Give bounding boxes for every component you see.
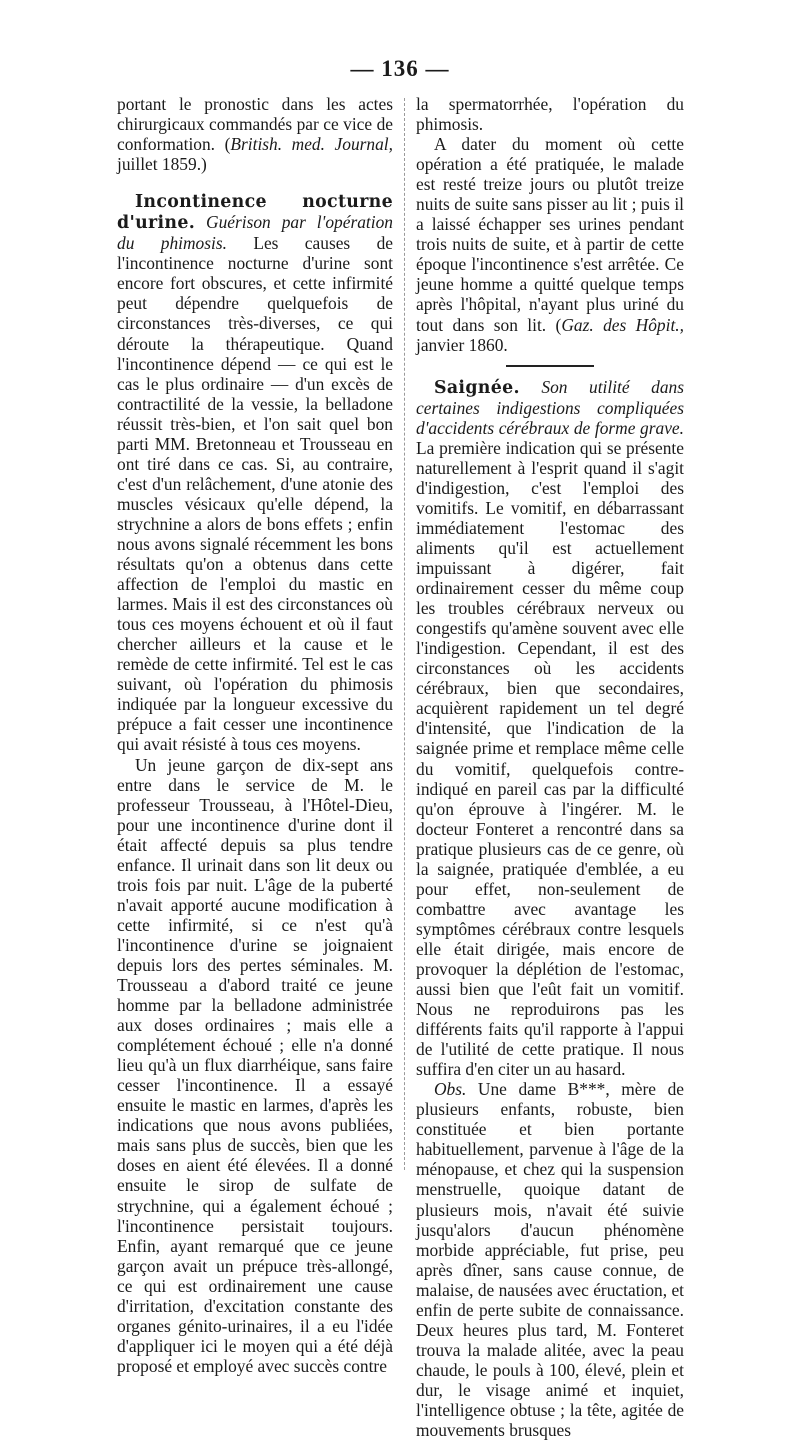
section-saignee <box>416 377 684 1080</box>
right-paragraph-2 <box>416 134 684 355</box>
left-paragraph-1-source: British. med. Journal, <box>230 134 393 155</box>
column-divider <box>404 98 405 1170</box>
left-paragraph-1 <box>117 94 393 174</box>
section-incontinence <box>117 191 393 754</box>
left-paragraph-3: Un jeune garçon de dix-sept ans entre dans le service de M. le professeur Trousseau, à l'Hôtel-Dieu, pour une incontinence d'urine dont il était affecté depuis sa plus tendre enfance. Il urinait dans son lit deux ou trois fois par nuit. L'âge de la puberté n'avait apporté aucune modification à cette infirmité, si ce n'est qu'à l'incontinence d'urine se joignaient depuis lors des pertes séminales. M. Trousseau a d'abord traité ce jeune homme par la belladone administrée aux doses ordinaires ; mais elle a complétement échoué ; elle n'a donné lieu qu'à un flux diarrhéique, sans faire cesser l'incontinence. Il a essayé ensuite le mastic en larmes, d'après les indications que nous avons publiées, mais sans plus de succès, bien que les doses en aient été élevées. Il a donné ensuite le sirop de sulfate de strychnine, qui a également échoué ; l'incontinence persistait toujours. Enfin, ayant remarqué que ce jeune garçon avait un prépuce très-allongé, ce qui est ordinairement une cause d'irritation, d'excitation constante des organes génito-urinaires, il a eu l'idée d'appliquer ici le moyen qui a été déjà proposé et employé avec succès contre <box>117 754 393 1376</box>
right-paragraph-1: la spermatorrhée, l'opération du phimosis. <box>416 94 684 135</box>
section-saignee-body: La première indication qui se présente naturellement à l'esprit quand il s'agit d'indigestion, c'est l'emploi des vomitifs. Le vomitif, en débarrassant immédiatement l'estomac des aliments qu'il est actuellement impuissant à digérer, fait ordinairement cesser du même coup les troubles cérébraux nerveux ou congestifs qu'amène souvent avec elle l'indigestion. Cependant, il est des circonstances où les accidents cérébraux, bien que secondaires, acquièrent rapidement un tel degré d'intensité, que l'indication de la saignée prime et remplace même celle du vomitif, quelquefois contre-indiqué en pareil cas par la difficulté qu'on éprouve à l'ingérer. M. le docteur Fonteret a rencontré dans sa pratique plusieurs cas de ce genre, où la saignée, pratiquée d'emblée, a eu pour effet, non-seulement de combattre avec avantage les symptômes cérébraux contre lesquels elle était dirigée, mais encore de provoquer la déplétion de l'estomac, aussi bien que l'eût fait un vomitif. Nous ne reproduirons pas les différents faits qu'il rapporte à l'appui de l'utilité de cette pratique. Il nous suffira d'en citer un au hasard. <box>416 437 684 1080</box>
section-saignee-heading-text: Saignée. <box>434 377 520 398</box>
section-separator-rule <box>506 365 594 367</box>
page-number: — 136 — <box>350 56 450 81</box>
observation-label: Obs. <box>434 1079 467 1100</box>
left-paragraph-1-text: portant le pronostic dans les actes chirurgicaux commandés par ce vice de conformation. ( <box>117 94 393 155</box>
right-paragraph-2-source: Gaz. des Hôpit., <box>561 314 684 335</box>
right-column <box>416 94 684 1440</box>
section-saignee-subtitle: Son utilité dans certaines indigestions compliquées d'accidents cérébraux de forme grave. <box>416 376 684 438</box>
section-incontinence-heading-text: Incontinence nocturne d'urine. <box>117 192 393 234</box>
observation-text: Une dame B***, mère de plusieurs enfants, robuste, bien constituée et bien portante habituellement, parvenue à l'âge de la ménopause, et chez qui la suspension menstruelle, quoique datant de plusieurs mois, n'avait été suivie jusqu'alors d'aucun phénomène morbide appréciable, fut prise, peu après dîner, sans cause connue, de malaise, de nausées avec éructation, et enfin de perte subite de connaissance. Deux heures plus tard, M. Fonteret trouva la malade alitée, avec la peau chaude, le pouls à 100, élevé, plein et dur, le visage animé et inquiet, l'intelligence obtuse ; la tête, agitée de mouvements brusques <box>416 1079 684 1440</box>
right-paragraph-2-text: A dater du moment où cette opération a été pratiquée, le malade est resté treize jours ou plutôt treize nuits de suite sans pisser au lit ; puis il a laissé échapper ses urines pendant trois nuits de suite, et à partir de cette époque l'incontinence s'est arrêtée. Ce jeune homme a quitté quelque temps après l'hôpital, n'ayant plus uriné du tout dans son lit. ( <box>416 134 684 335</box>
section-incontinence-subtitle: Guérison par l'opération du phimosis. <box>117 212 393 254</box>
section-saignee-heading <box>434 377 520 397</box>
left-column <box>117 94 393 1376</box>
section-incontinence-body: Les causes de l'incontinence nocturne d'urine sont encore fort obscures, et cette infirmité peut dépendre quelquefois de circonstances très-diverses, ce qui déroute la thérapeutique. Quand l'incontinence dépend — ce qui est le cas le plus ordinaire — d'un excès de contractilité de la vessie, la belladone réussit très-bien, et l'on sait quel bon parti MM. Bretonneau et Trousseau en ont tiré dans ce cas. Si, au contraire, c'est d'un relâchement, d'une atonie des muscles vésicaux qu'elle dépend, la strychnine a alors de bons effets ; enfin nous avons signalé récemment les bons résultats qu'on a obtenus dans cette affection de l'emploi du mastic en larmes. Mais il est des circonstances où tous ces moyens échouent et où il faut chercher ailleurs et la cause et le remède de cette infirmité. Tel est le cas suivant, où l'opération du phimosis indiquée par la longueur excessive du prépuce a fait cesser une incontinence qui avait résisté à tous ces moyens. <box>117 233 393 755</box>
observation-paragraph <box>416 1079 684 1440</box>
right-paragraph-2-tail: janvier 1860. <box>416 334 508 355</box>
left-paragraph-1-tail: juillet 1859.) <box>117 154 207 175</box>
